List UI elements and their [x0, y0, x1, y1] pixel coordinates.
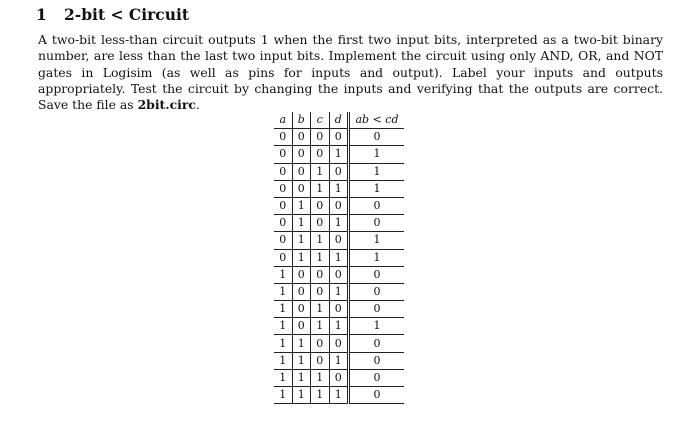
- table-row: [274, 352, 404, 369]
- input-cell: 1: [274, 266, 292, 283]
- input-cell: 1: [292, 197, 311, 214]
- input-cell: 0: [311, 266, 330, 283]
- input-cell: 1: [274, 318, 292, 335]
- section-title: 2-bit < Circuit: [64, 5, 190, 24]
- input-cell: 0: [329, 197, 349, 214]
- input-cell: 1: [329, 318, 349, 335]
- input-cell: 0: [274, 129, 292, 146]
- input-cell: 1: [329, 146, 349, 163]
- output-cell: 0: [349, 283, 405, 300]
- output-cell: 1: [349, 318, 405, 335]
- input-cell: 1: [329, 387, 349, 404]
- input-cell: 1: [311, 318, 330, 335]
- description-end: .: [195, 97, 200, 113]
- problem-description: [38, 32, 663, 113]
- output-cell: 1: [349, 180, 405, 197]
- input-cell: 0: [292, 146, 311, 163]
- input-cell: 1: [311, 301, 330, 318]
- input-cell: 1: [329, 249, 349, 266]
- input-cell: 0: [311, 146, 330, 163]
- input-cell: 1: [329, 215, 349, 232]
- input-cell: 1: [329, 283, 349, 300]
- header-d: d: [329, 112, 349, 129]
- table-row: [274, 266, 404, 283]
- output-cell: 0: [349, 387, 405, 404]
- input-cell: 1: [292, 335, 311, 352]
- output-cell: 1: [349, 146, 405, 163]
- input-cell: 0: [292, 163, 311, 180]
- input-cell: 0: [292, 180, 311, 197]
- input-cell: 1: [292, 369, 311, 386]
- input-cell: 1: [292, 249, 311, 266]
- truth-table: [274, 112, 404, 404]
- input-cell: 0: [311, 283, 330, 300]
- table-row: [274, 129, 404, 146]
- input-cell: 0: [274, 197, 292, 214]
- input-cell: 1: [311, 180, 330, 197]
- input-cell: 1: [274, 387, 292, 404]
- output-cell: 0: [349, 197, 405, 214]
- input-cell: 0: [329, 129, 349, 146]
- input-cell: 1: [292, 387, 311, 404]
- description-text: A two-bit less-than circuit outputs 1 when the first two input bits, interpreted as a two-bit binary number, are less than the last two input bits. Implement the circuit using only AND, OR, and NOT gates in Logisim (as well as pins for inputs and output). Label your inputs and outputs appropriately. Test the circuit by changing the inputs and verifying that the outputs are correct. Save the file as: [38, 32, 663, 113]
- input-cell: 0: [292, 129, 311, 146]
- table-row: [274, 387, 404, 404]
- input-cell: 1: [311, 249, 330, 266]
- truth-table-header-row: [274, 112, 404, 129]
- input-cell: 1: [292, 352, 311, 369]
- output-cell: 0: [349, 215, 405, 232]
- input-cell: 1: [292, 232, 311, 249]
- table-row: [274, 146, 404, 163]
- output-cell: 1: [349, 249, 405, 266]
- input-cell: 0: [329, 232, 349, 249]
- table-row: [274, 301, 404, 318]
- input-cell: 1: [274, 283, 292, 300]
- input-cell: 0: [274, 146, 292, 163]
- header-a: a: [274, 112, 292, 129]
- table-row: [274, 232, 404, 249]
- filename: 2bit.circ: [137, 97, 196, 113]
- output-cell: 1: [349, 163, 405, 180]
- output-cell: 1: [349, 232, 405, 249]
- output-cell: 0: [349, 335, 405, 352]
- table-row: [274, 318, 404, 335]
- input-cell: 0: [292, 266, 311, 283]
- input-cell: 0: [329, 301, 349, 318]
- output-cell: 0: [349, 352, 405, 369]
- table-row: [274, 283, 404, 300]
- input-cell: 0: [292, 283, 311, 300]
- input-cell: 0: [329, 335, 349, 352]
- input-cell: 0: [292, 318, 311, 335]
- input-cell: 1: [311, 163, 330, 180]
- input-cell: 1: [274, 335, 292, 352]
- truth-table-body: [274, 129, 404, 404]
- table-row: [274, 215, 404, 232]
- input-cell: 0: [329, 369, 349, 386]
- input-cell: 0: [274, 163, 292, 180]
- input-cell: 1: [292, 215, 311, 232]
- table-row: [274, 369, 404, 386]
- section-heading: [36, 5, 189, 24]
- input-cell: 0: [329, 266, 349, 283]
- input-cell: 1: [274, 352, 292, 369]
- input-cell: 1: [274, 369, 292, 386]
- output-cell: 0: [349, 301, 405, 318]
- header-output: ab < cd: [349, 112, 405, 129]
- header-c: c: [311, 112, 330, 129]
- input-cell: 0: [311, 197, 330, 214]
- input-cell: 1: [311, 387, 330, 404]
- input-cell: 1: [329, 352, 349, 369]
- input-cell: 1: [311, 232, 330, 249]
- output-cell: 0: [349, 129, 405, 146]
- input-cell: 0: [292, 301, 311, 318]
- input-cell: 0: [329, 163, 349, 180]
- input-cell: 0: [274, 215, 292, 232]
- section-number: 1: [36, 5, 47, 24]
- header-b: b: [292, 112, 311, 129]
- table-row: [274, 197, 404, 214]
- table-row: [274, 180, 404, 197]
- table-row: [274, 163, 404, 180]
- input-cell: 0: [311, 352, 330, 369]
- input-cell: 1: [274, 301, 292, 318]
- output-cell: 0: [349, 369, 405, 386]
- input-cell: 1: [311, 369, 330, 386]
- input-cell: 0: [274, 249, 292, 266]
- table-row: [274, 335, 404, 352]
- input-cell: 1: [329, 180, 349, 197]
- input-cell: 0: [274, 180, 292, 197]
- input-cell: 0: [274, 232, 292, 249]
- input-cell: 0: [311, 129, 330, 146]
- table-row: [274, 249, 404, 266]
- input-cell: 0: [311, 335, 330, 352]
- output-cell: 0: [349, 266, 405, 283]
- input-cell: 0: [311, 215, 330, 232]
